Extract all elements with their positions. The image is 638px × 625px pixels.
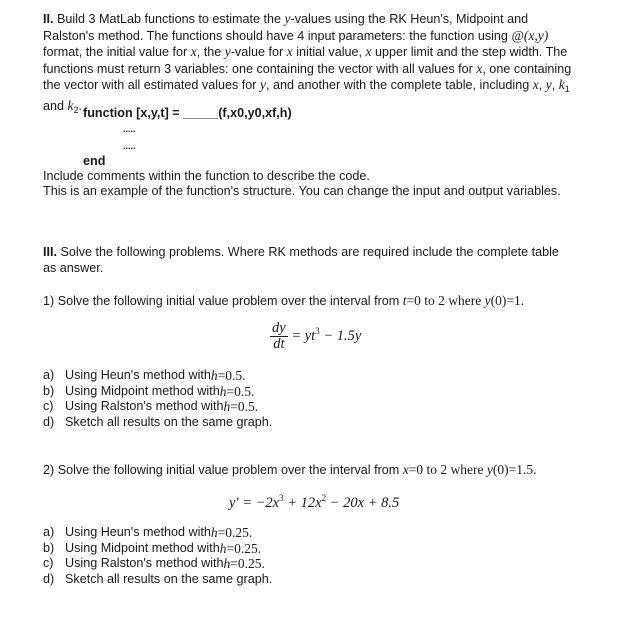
section-3-line-1: III. Solve the following problems. Where RK methods are required include the complete table bbox=[43, 245, 559, 259]
code-function-signature: function [x,y,t] = _____(f,x0,y0,xf,h) bbox=[83, 106, 292, 120]
problem-2-list bbox=[43, 525, 272, 587]
section-2-line-2: Ralston's method. The functions should have 4 input parameters: the function using @(x,y) bbox=[43, 27, 549, 43]
problem-1-equation: $\frac{dy}{dt}$ = $yt^3 - 1.5y$ bbox=[272, 320, 362, 352]
code-end: end bbox=[83, 154, 106, 168]
list-item: c) Using Ralston's method with h =0.5. bbox=[43, 399, 259, 415]
problem-2-equation: $y' = -2x^3 + 12x^2 - 20x + 8.5$ bbox=[229, 493, 400, 511]
section-2-line-6: and $k_2$. bbox=[43, 97, 83, 115]
list-item: a) Using Heun's method with h =0.25. bbox=[43, 525, 253, 540]
note-comments: Include comments within the function to describe the code. bbox=[43, 169, 370, 183]
section-3-heading bbox=[43, 245, 603, 276]
list-item: b) Using Midpoint method with h =0.5. bbox=[43, 383, 255, 399]
section-3-line-2: as answer. bbox=[43, 260, 104, 275]
section-2-paragraph bbox=[43, 11, 603, 119]
section-2-line-1: II. Build 3 MatLab functions to estimate the y-values using the RK Heun's, Midpoint and bbox=[43, 11, 529, 26]
section-2-line-3: format, the initial value for x, the y-value for x initial value, x upper limit and the step width. The bbox=[43, 44, 568, 60]
code-ellipsis-2: ..... bbox=[123, 141, 136, 151]
code-ellipsis-1: ..... bbox=[123, 124, 136, 134]
note-example: This is an example of the function's structure. You can change the input and output variables. bbox=[43, 184, 561, 198]
problem-2-intro: 2) Solve the following initial value problem over the interval from x=0 to 2 where y(0)=1.5. bbox=[43, 462, 537, 477]
list-item: d) Sketch all results on the same graph. bbox=[43, 414, 273, 429]
section-2-line-5: the vector with all estimated values for y, and another with the complete table, including x, y, $k_1$ bbox=[43, 77, 570, 95]
section-2-line-4: functions must return 3 variables: one containing the vector with all values for x, one containing bbox=[43, 60, 572, 76]
list-item: d) Sketch all results on the same graph. bbox=[43, 571, 273, 586]
list-item: b) Using Midpoint method with h =0.25. bbox=[43, 540, 262, 556]
list-item: a) Using Heun's method with h =0.5. bbox=[43, 368, 246, 383]
derivative-fraction: $\frac{dy}{dt}$ bbox=[272, 320, 286, 352]
problem-1-list bbox=[43, 368, 272, 430]
problem-1-intro: 1) Solve the following initial value problem over the interval from t=0 to 2 where y(0)=1. bbox=[43, 293, 525, 308]
list-item: c) Using Ralston's method with h =0.25. bbox=[43, 556, 265, 572]
